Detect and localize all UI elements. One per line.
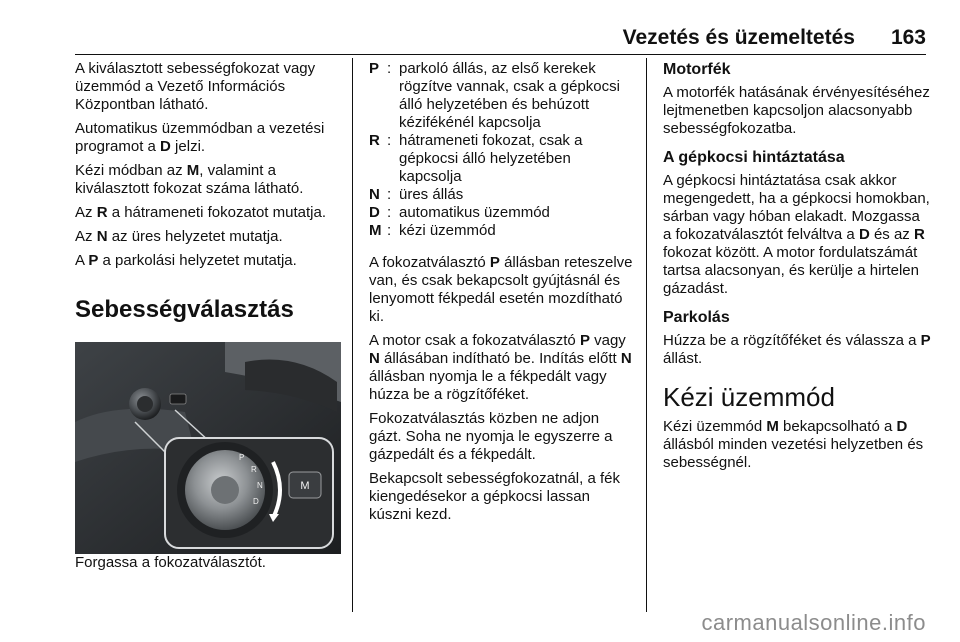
paragraph: A fokozatválasztó P állásban reteszelve van, és csak bekapcsolt gyújtásnál és lenyomott fékpedál esetén mozdítható ki. [369, 254, 633, 325]
paragraph: Az R a hátrameneti fokozatot mutatja. [75, 204, 326, 221]
watermark: carmanualsonline.info [701, 610, 926, 635]
list-item: D : automatikus üzemmód [369, 204, 550, 221]
subheading: A gépkocsi hintáztatása [663, 149, 845, 166]
column-divider [646, 58, 647, 612]
list-item: N : üres állás [369, 186, 464, 203]
paragraph: Húzza be a rögzítőféket és válassza a P állást. [663, 332, 931, 367]
paragraph: A motorfék hatásának érvényesítéséhez lejtmenetben kapcsoljon alacsonyabb sebességfokozatba. [663, 84, 930, 137]
chapter-title: Vezetés és üzemeltetés [622, 26, 855, 49]
gear-position-list [369, 60, 635, 240]
gear-selector-illustration [75, 342, 341, 554]
page-header [623, 26, 926, 50]
paragraph: A gépkocsi hintáztatása csak akkor megengedett, ha a gépkocsi homokban, sárban vagy hóban elakadt. Mozgassa a fokozatválasztót felváltva a D és az R fokozat között. A motor fordulatszámát tartsa alacsonyan, és kerülje a hirtelen gázadást. [663, 172, 930, 297]
paragraph: Bekapcsolt sebességfokozatnál, a fék kiengedésekor a gépkocsi lassan kúszni kezd. [369, 470, 620, 523]
header-rule [75, 54, 926, 55]
paragraph: Az N az üres helyzetet mutatja. [75, 228, 283, 245]
column-divider [352, 58, 353, 612]
subheading: Parkolás [663, 309, 730, 326]
manual-mode-badge: M [300, 480, 310, 492]
column-2 [369, 60, 635, 530]
list-item: R : hátrameneti fokozat, csak a gépkocsi álló helyzetében kapcsolja [369, 132, 583, 185]
paragraph: Automatikus üzemmódban a vezetési programot a D jelzi. [75, 120, 325, 155]
paragraph: Kézi módban az M, valamint a kiválasztott fokozat száma látható. [75, 162, 304, 197]
column-1 [75, 60, 345, 578]
svg-text:R: R [251, 465, 257, 474]
paragraph: Kézi üzemmód M bekapcsolható a D állásból minden vezetési helyzetben és sebességnél. [663, 418, 924, 471]
figure-caption: Forgassa a fokozatválasztót. [75, 554, 266, 571]
paragraph: A motor csak a fokozatválasztó P vagy N állásában indítható be. Indítás előtt N állásban nyomja le a fékpedált vagy húzza be a rögzítőféket. [369, 332, 632, 403]
paragraph: Fokozatválasztás közben ne adjon gázt. Soha ne nyomja le egyszerre a gázpedált és a fékpedált. [369, 410, 613, 463]
section-heading: Kézi üzemmód [663, 382, 835, 412]
paragraph: A kiválasztott sebességfokozat vagy üzemmód a Vezető Információs Központban látható. [75, 60, 316, 113]
subheading: Motorfék [663, 61, 731, 78]
list-item: M : kézi üzemmód [369, 222, 496, 239]
column-3 [663, 60, 931, 478]
svg-text:N: N [257, 481, 263, 490]
paragraph: A P a parkolási helyzetet mutatja. [75, 252, 297, 269]
gear-selector-photo [75, 342, 341, 554]
page-number: 163 [890, 26, 926, 49]
svg-text:P: P [239, 453, 245, 462]
list-item: P : parkoló állás, az első kerekek rögzítve vannak, csak a gépkocsi álló helyzetében és behúzott kézifékénél kapcsolja [369, 60, 620, 131]
svg-text:D: D [253, 497, 259, 506]
section-heading: Sebességválasztás [75, 296, 294, 323]
